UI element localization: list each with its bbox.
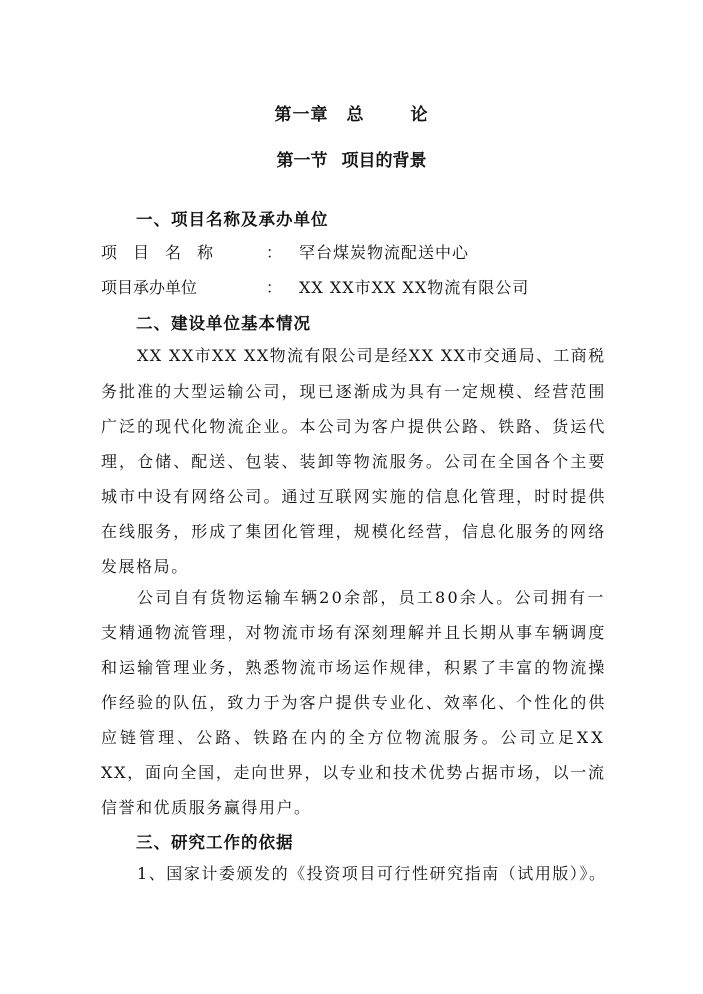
paragraph-line: 和运输管理业务，熟悉物流市场运作规律，积累了丰富的物流操: [101, 658, 607, 677]
heading-project-info: 一、项目名称及承办单位: [136, 210, 329, 229]
section-title: [0, 146, 703, 171]
heading-company-info: 二、建设单位基本情况: [136, 314, 311, 333]
paragraph-line: 1、国家计委颁发的《投资项目可行性研究指南（试用版）》。: [137, 864, 607, 883]
paragraph-line: 支精通物流管理，对物流市场有深刻理解并且长期从事车辆调度: [101, 623, 607, 642]
project-org-label: 项目承办单位: [101, 278, 198, 297]
chapter-title-word2: 论: [410, 105, 429, 125]
chapter-number: 第一章: [274, 105, 329, 125]
paragraph-line: XX XX市XX XX物流有限公司是经XX XX市交通局、工商税: [137, 346, 606, 365]
paragraph-line: 公司自有货物运输车辆20余部，员工80余人。公司拥有一: [137, 588, 606, 607]
paragraph-line: 应链管理、公路、铁路在内的全方位物流服务。公司立足XX: [101, 728, 606, 747]
project-org-value: XX XX市XX XX物流有限公司: [299, 278, 530, 297]
paragraph-line: 理，仓储、配送、包装、装卸等物流服务。公司在全国各个主要: [101, 452, 607, 471]
paragraph-line: 在线服务，形成了集团化管理，规模化经营，信息化服务的网络: [101, 522, 607, 541]
heading-research-basis: 三、研究工作的依据: [136, 833, 294, 852]
project-org-colon: ：: [266, 278, 283, 297]
chapter-title: [0, 100, 703, 125]
section-name: 项目的背景: [341, 151, 427, 171]
paragraph-line: XX，面向全国，走向世界，以专业和技术优势占据市场，以一流: [101, 763, 606, 782]
project-name-label: 项 目 名 称: [101, 243, 214, 262]
project-name-colon: ：: [266, 243, 283, 262]
project-name-value: 罕台煤炭物流配送中心: [299, 243, 470, 262]
paragraph-line: 广泛的现代化物流企业。本公司为客户提供公路、铁路、货运代: [101, 417, 607, 436]
paragraph-line: 作经验的队伍，致力于为客户提供专业化、效率化、个性化的供: [101, 693, 607, 712]
paragraph-line: 信誉和优质服务赢得用户。: [101, 798, 312, 817]
chapter-title-word1: 总: [346, 105, 365, 125]
paragraph-line: 发展格局。: [101, 557, 189, 576]
paragraph-line: 务批准的大型运输公司，现已逐渐成为具有一定规模、经营范围: [101, 382, 607, 401]
section-number: 第一节: [276, 151, 328, 171]
paragraph-line: 城市中设有网络公司。通过互联网实施的信息化管理，时时提供: [101, 487, 607, 506]
